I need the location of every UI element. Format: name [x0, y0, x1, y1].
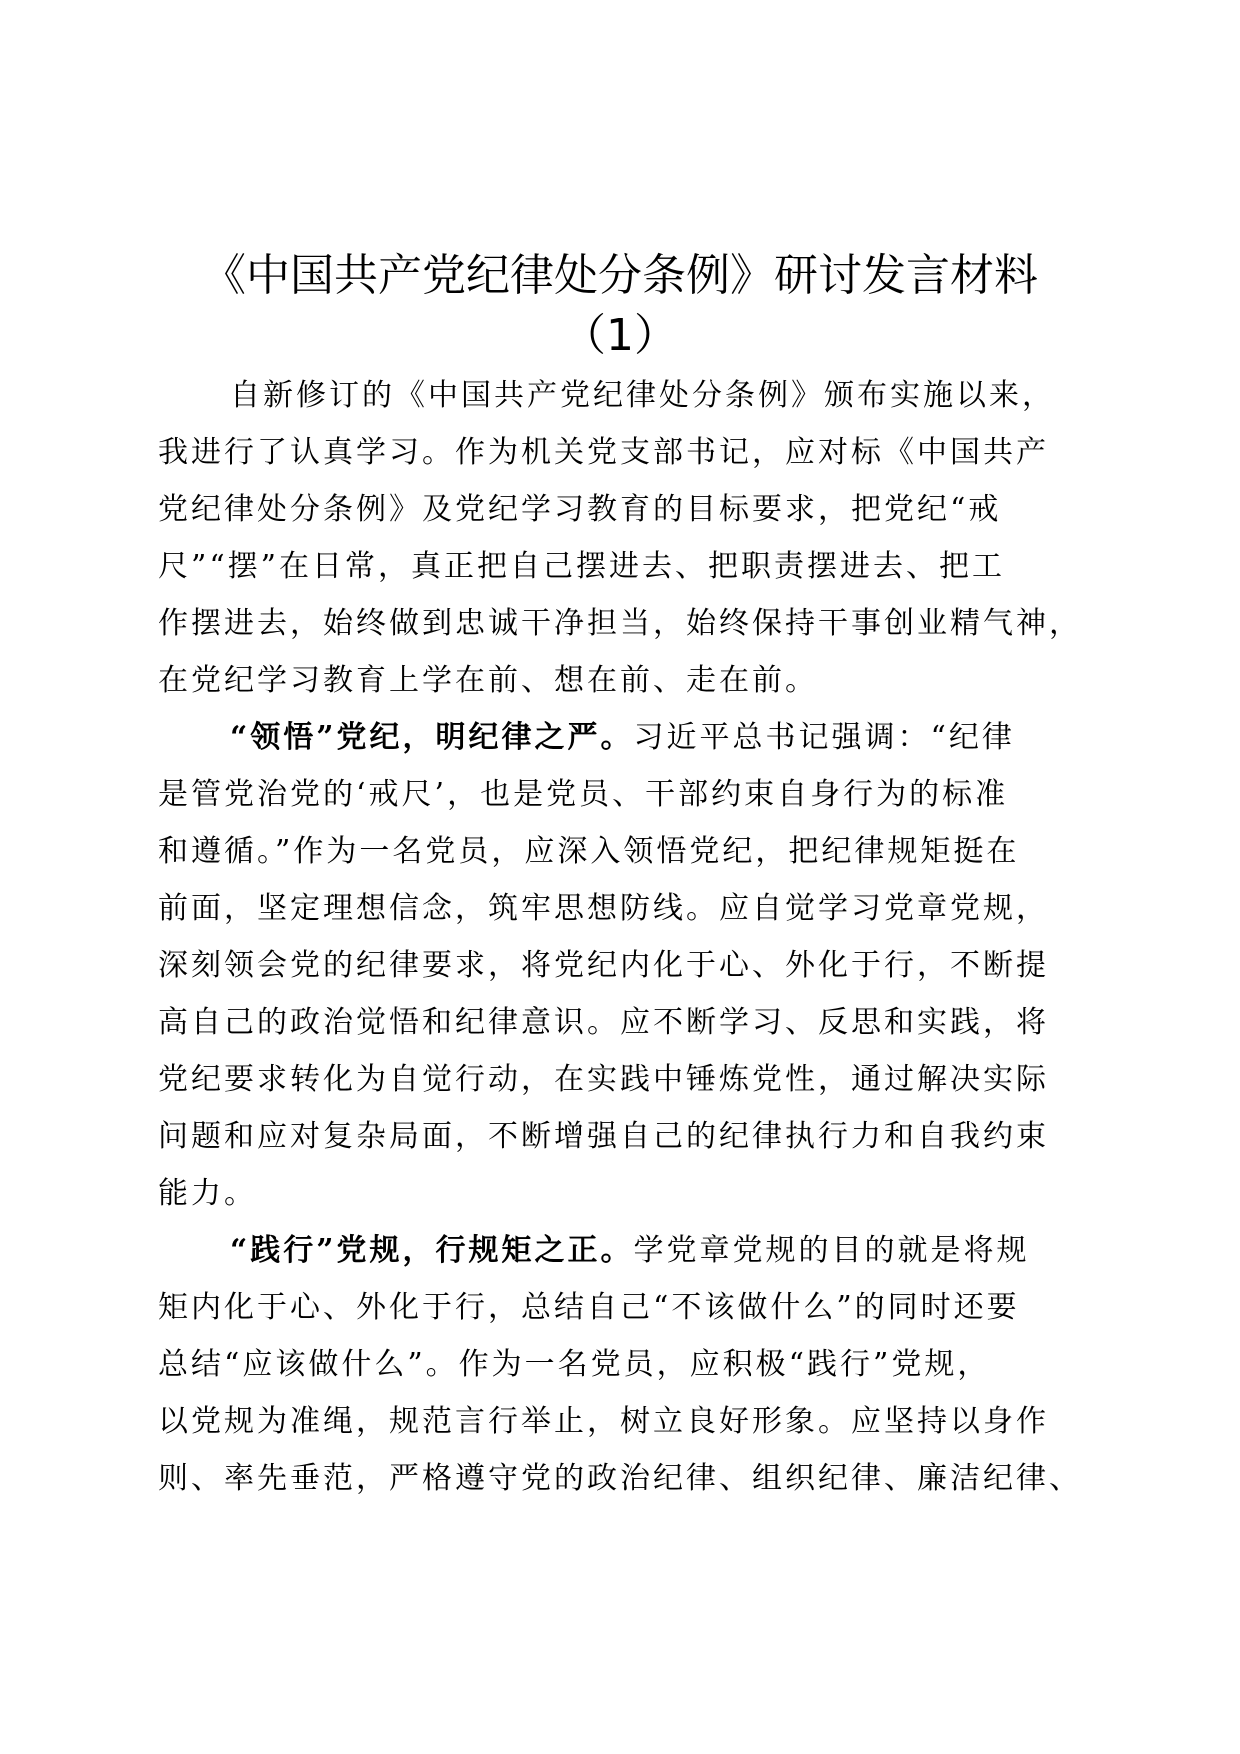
paragraph-3-line-5: 则、率先垂范，严格遵守党的政治纪律、组织纪律、廉洁纪律、: [158, 1461, 1082, 1496]
paragraph-2-line-6: 高自己的政治觉悟和纪律意识。应不断学习、反思和实践，将: [158, 1005, 1049, 1040]
paragraph-1-line-5: 作摆进去，始终做到忠诚干净担当，始终保持干事创业精气神，: [158, 606, 1082, 641]
paragraph-3-line-1: [230, 1221, 1030, 1281]
paragraph-2-line-9: 能力。: [158, 1176, 257, 1211]
paragraph-1-line-6: 在党纪学习教育上学在前、想在前、走在前。: [158, 663, 818, 698]
paragraph-3-line-3: 总结“应该做什么”。作为一名党员，应积极“践行”党规，: [158, 1347, 991, 1382]
paragraph-2-line-4: 前面，坚定理想信念，筑牢思想防线。应自觉学习党章党规，: [158, 891, 1049, 926]
paragraph-1-line-2: 我进行了认真学习。作为机关党支部书记，应对标《中国共产: [158, 435, 1049, 470]
paragraph-3-line-4: 以党规为准绳，规范言行举止，树立良好形象。应坚持以身作: [158, 1404, 1049, 1439]
paragraph-2-line-3: 和遵循。”作为一名党员，应深入领悟党纪，把纪律规矩挺在: [158, 834, 1020, 869]
paragraph-3-line-2: 矩内化于心、外化于行，总结自己“不该做什么”的同时还要: [158, 1290, 1020, 1325]
paragraph-3-heading: “践行”党规，行规矩之正。: [230, 1233, 634, 1268]
paragraph-1-line-3: 党纪律处分条例》及党纪学习教育的目标要求，把党纪“戒: [158, 492, 1002, 527]
paragraph-2-line-7: 党纪要求转化为自觉行动，在实践中锤炼党性，通过解决实际: [158, 1062, 1049, 1097]
document-title: 《中国共产党纪律处分条例》研讨发言材料: [202, 250, 1038, 301]
paragraph-1-line-4: 尺”“摆”在日常，真正把自己摆进去、把职责摆进去、把工: [158, 549, 1006, 584]
paragraph-2-line-8: 问题和应对复杂局面，不断增强自己的纪律执行力和自我约束: [158, 1119, 1049, 1154]
paragraph-2-line-1-text: 习近平总书记强调：“纪律: [633, 720, 1015, 755]
document-title-number: （1）: [562, 310, 678, 361]
paragraph-2-line-1: [230, 708, 1015, 768]
paragraph-3-line-1-text: 学党章党规的目的就是将规: [633, 1233, 1030, 1268]
paragraph-1-line-1: 自新修订的《中国共产党纪律处分条例》颁布实施以来，: [230, 378, 1055, 413]
paragraph-2-line-5: 深刻领会党的纪律要求，将党纪内化于心、外化于行，不断提: [158, 948, 1049, 983]
paragraph-2-heading: “领悟”党纪，明纪律之严。: [230, 720, 634, 755]
paragraph-2-line-2: 是管党治党的‘戒尺’，也是党员、干部约束自身行为的标准: [158, 777, 1009, 812]
